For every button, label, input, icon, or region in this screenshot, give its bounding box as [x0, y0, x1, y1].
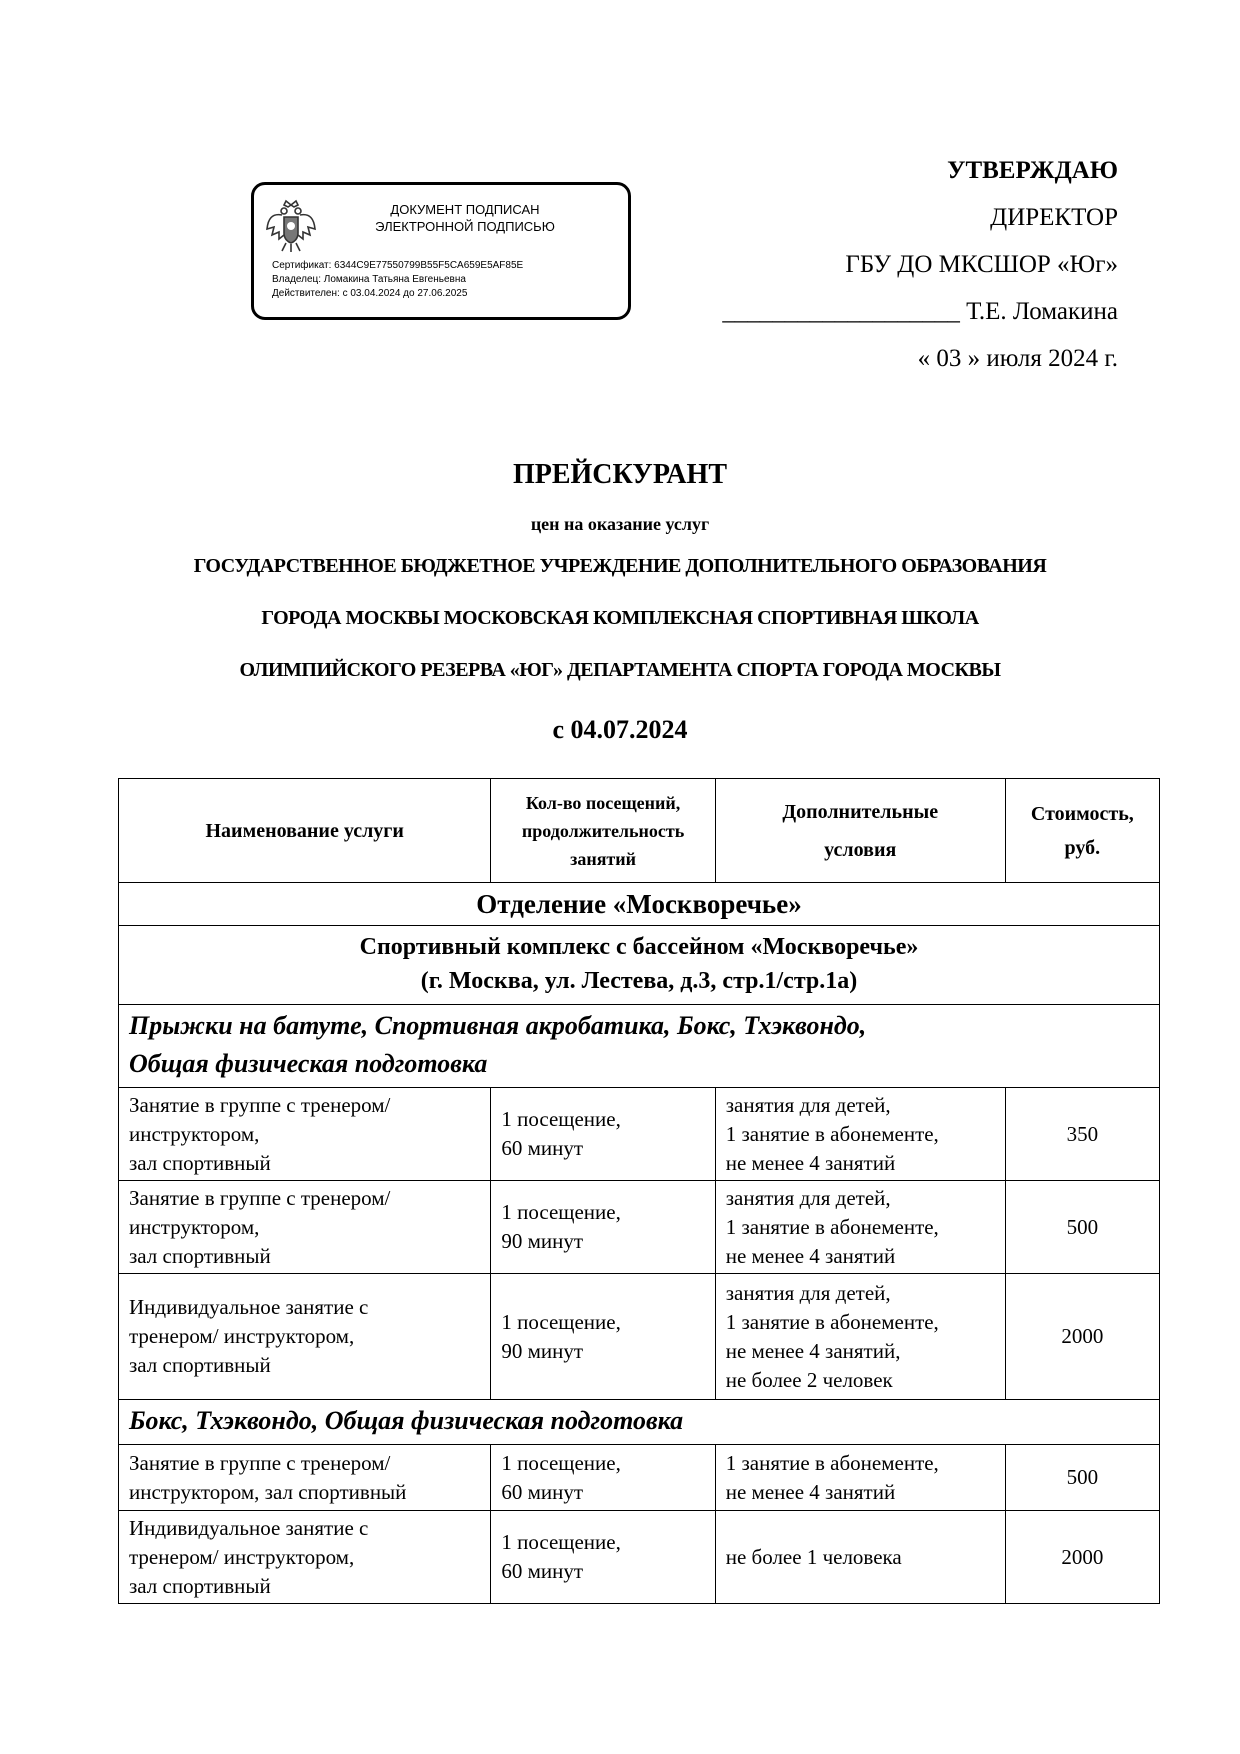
- section-title: Бокс, Тхэквондо, Общая физическая подготовка: [119, 1400, 1160, 1445]
- section-title: Прыжки на батуте, Спортивная акробатика, Бокс, Тхэквондо, Общая физическая подготовка: [119, 1005, 1160, 1088]
- cell-service: Занятие в группе с тренером/ инструктором, зал спортивный: [119, 1445, 491, 1511]
- effective-date: с 04.07.2024: [552, 715, 688, 744]
- coat-of-arms-icon: [264, 197, 318, 253]
- cell-visits: 1 посещение, 60 минут: [491, 1511, 715, 1604]
- department-name: Отделение «Москворечье»: [119, 883, 1160, 926]
- electronic-signature-stamp: [251, 182, 631, 320]
- cell-price: 2000: [1005, 1274, 1159, 1400]
- cell-visits: 1 посещение, 90 минут: [491, 1181, 715, 1274]
- table-row: [119, 1088, 1160, 1181]
- cell-price: 500: [1005, 1181, 1159, 1274]
- approval-block: [722, 152, 1118, 387]
- organization-line-2: ГОРОДА МОСКВЫ МОСКОВСКАЯ КОМПЛЕКСНАЯ СПОРТИВНАЯ ШКОЛА: [261, 607, 979, 629]
- cell-conditions: не более 1 человека: [715, 1511, 1005, 1604]
- table-row: [119, 1274, 1160, 1400]
- cell-visits: 1 посещение, 60 минут: [491, 1445, 715, 1511]
- approver-signature: ___________________ Т.Е. Ломакина: [722, 298, 1118, 325]
- cell-service: Индивидуальное занятие с тренером/ инструктором, зал спортивный: [119, 1511, 491, 1604]
- cell-price: 2000: [1005, 1511, 1159, 1604]
- document-title: ПРЕЙСКУРАНТ: [512, 459, 728, 490]
- cell-conditions: занятия для детей, 1 занятие в абонементе, не менее 4 занятий: [715, 1088, 1005, 1181]
- cell-service: Занятие в группе с тренером/ инструктором, зал спортивный: [119, 1088, 491, 1181]
- department-row: [119, 883, 1160, 926]
- cell-service: Занятие в группе с тренером/ инструктором, зал спортивный: [119, 1181, 491, 1274]
- section-row: [119, 1400, 1160, 1445]
- approval-date: « 03 » июля 2024 г.: [917, 345, 1118, 372]
- complex-name: Спортивный комплекс с бассейном «Москворечье» (г. Москва, ул. Лестева, д.3, стр.1/стр.1а): [119, 926, 1160, 1005]
- approver-position: ДИРЕКТОР: [990, 204, 1118, 231]
- header-service: Наименование услуги: [119, 779, 491, 883]
- table-row: [119, 1181, 1160, 1274]
- header-conditions: Дополнительные условия: [715, 779, 1005, 883]
- section-row: [119, 1005, 1160, 1088]
- organization-line-1: ГОСУДАРСТВЕННОЕ БЮДЖЕТНОЕ УЧРЕЖДЕНИЕ ДОПОЛНИТЕЛЬНОГО ОБРАЗОВАНИЯ: [193, 555, 1047, 577]
- header-visits: Кол-во посещений, продолжительность занятий: [491, 779, 715, 883]
- table-header-row: [119, 779, 1160, 883]
- cell-conditions: 1 занятие в абонементе, не менее 4 занятий: [715, 1445, 1005, 1511]
- cell-visits: 1 посещение, 60 минут: [491, 1088, 715, 1181]
- price-table: [118, 778, 1160, 1604]
- header-price: Стоимость, руб.: [1005, 779, 1159, 883]
- table-row: [119, 1445, 1160, 1511]
- stamp-valid: Действителен: с 03.04.2024 до 27.06.2025: [272, 288, 468, 299]
- cell-service: Индивидуальное занятие с тренером/ инструктором, зал спортивный: [119, 1274, 491, 1400]
- cell-price: 500: [1005, 1445, 1159, 1511]
- stamp-title: ДОКУМЕНТ ПОДПИСАН ЭЛЕКТРОННОЙ ПОДПИСЬЮ: [375, 202, 555, 234]
- cell-price: 350: [1005, 1088, 1159, 1181]
- organization-line-3: ОЛИМПИЙСКОГО РЕЗЕРВА «ЮГ» ДЕПАРТАМЕНТА СПОРТА ГОРОДА МОСКВЫ: [239, 659, 1001, 681]
- cell-conditions: занятия для детей, 1 занятие в абонементе, не менее 4 занятий: [715, 1181, 1005, 1274]
- approve-label: УТВЕРЖДАЮ: [947, 157, 1118, 184]
- complex-row: [119, 926, 1160, 1005]
- cell-visits: 1 посещение, 90 минут: [491, 1274, 715, 1400]
- stamp-details: [272, 259, 523, 301]
- cell-conditions: занятия для детей, 1 занятие в абонементе, не менее 4 занятий, не более 2 человек: [715, 1274, 1005, 1400]
- approver-organization: ГБУ ДО МКСШОР «Юг»: [845, 251, 1118, 278]
- document-subtitle: цен на оказание услуг: [530, 514, 710, 534]
- stamp-owner: Владелец: Ломакина Татьяна Евгеньевна: [272, 274, 466, 285]
- stamp-certificate: Сертификат: 6344C9E77550799B55F5CA659E5AF85E: [272, 260, 524, 271]
- table-row: [119, 1511, 1160, 1604]
